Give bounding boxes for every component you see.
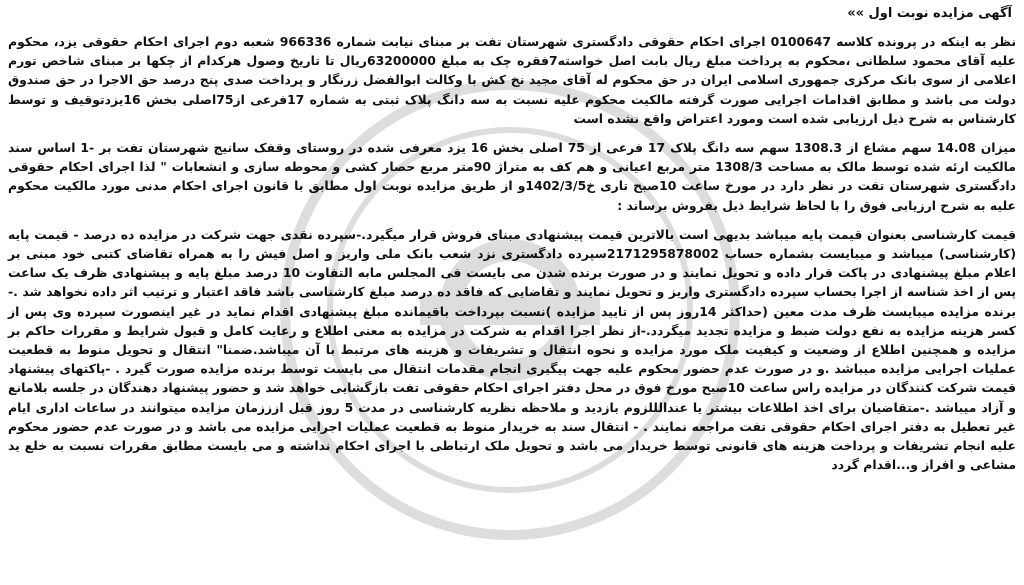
notice-paragraph-property: میزان 14.08 سهم مشاع از 1308.3 سهم سه دانگ پلاک 17 فرعی از 75 اصلی بخش 16 یزد معرفی شده در روستای وقفک سانیج شهرستان تفت بر -1 اساس سند مالکیت ارئه شده توسط مالک به مساحت 1308/3 متر مربع اعیانی و هم کف به متراژ 90متر مربع حصار کشی و محوطه سازی و انشعابات " لذا اجرای احکام حقوقی دادگستری شهرستان تفت در نظر دارد در مورخ ساعت 10صبح تاری خ1402/3/5و از طریق مزایده نوبت اول مطابق با قانون اجرای احکام مدنی مورد مالکیت محکوم علیه به شرح ارزیابی فوق را با لحاظ شرایط ذیل بفروش برساند :	[8, 140, 1016, 213]
auction-notice	[8, 4, 1016, 581]
notice-paragraph-case: نظر به اینکه در پرونده کلاسه 0100647 اجرای احکام حقوقی دادگستری شهرستان تفت بر مبنای نیابت شماره 966336 شعبه دوم اجرای احکام حقوقی یزد، محکوم علیه آقای محمود سلطانی ،محکوم به پرداخت مبلغ ریال بابت اصل خواسته7فقره چک به مبلغ 63200000ریال تا تاریخ وصول هرکدام از چکها بر مبنای شاخص تورم اعلامی از سوی بانک مرکزی جمهوری اسلامی ایران در حق محکوم له آقای مجید نخ کش با وکالت ابوالفضل زرنگار و پرداخت صدی پنج درصد حق الاجرا در حق صندوق دولت می باشد و مطابق اقدامات اجرایی صورت گرفته مالکیت محکوم علیه نسبت به سه دانگ پلاک ثبتی به شماره 17فرعی از75اصلی بخش 16یزدتوقیف و توسط کارشناس به شرح ذیل ارزیابی شده است ومورد اعتراض واقع نشده است	[8, 34, 1017, 126]
notice-paragraph-conditions: قیمت کارشناسی بعنوان قیمت پایه میباشد بدیهی است بالاترین قیمت پیشنهادی مبنای فروش قرار میگیرد.-سپرده نقدی جهت شرکت در مزایده ده درصد - قیمت پایه (کارشناسی) میباشد و میبایست بشماره حساب 2171295878002سپرده دادگستری نزد شعب بانک ملی واریز و اصل فیش را به همراه تقاضای کتبی خود مبنی بر اعلام مبلغ پیشنهادی در پاکت قرار داده و تحویل نمایند و در صورت برنده شدن می بایست فی المجلس مابه التفاوت 10 درصد مبلغ پایه و پیشنهادی ظرف یک ساعت پس از اخذ شناسه از اجرا بحساب سپرده دادگستری واریز و تحویل نمایند و تقاضایی که فاقد ده درصد مبلغ کارشناسی باشد فاقد اعتبار و ترتیب اثر داده نخواهد شد .-برنده مزایده میبایست ظرف مدت معین (حداکثر 14روز پس از تایید مزایده )نسبت بپرداخت باقیمانده مبلغ پیشنهادی اقدام نماید در غیر اینصورت سپرده وی پس از کسر هزینه مزایده به نفع دولت ضبط و مزایده تجدید میگردد.-از نظر اجرا اقدام به شرکت در مزایده به معنی اطلاع و رعایت کامل و قبول شرایط و مقررات حاکم بر مزایده و همچنین اطلاع از وضعیت و کیفیت ملک مورد مزایده و نحوه انتقال و تشریفات و هزینه های مرتبط با آن میباشد.ضمنا" انتقال و تحویل منوط به قطعیت عملیات اجرایی مزایده میباشد .و در صورت عدم حضور محکوم علیه جهت پیگیری انجام مقدمات انتقال می بایست توسط برنده مزایده صورت گیرد . -پاکتهای پیشنهاد قیمت شرکت کنندگان در مزایده راس ساعت 10صبح مورخ فوق در محل دفتر اجرای احکام حقوقی تفت بازگشایی خواهد شد و حضور پیشنهاد دهندگان در جلسه بلامانع و آزاد میباشد .-متقاضیان برای اخذ اطلاعات بیشتر یا عندالللزوم بازدید و ملاحظه نظریه کارشناسی در مدت 5 روز قبل ازززمان مزایده میتوانند در ساعات اداری ایام غیر تعطیل به دفتر اجرای احکام حقوقی تفت مراجعه نمایند . - انتقال سند به خریدار منوط به قطعیت عملیات اجرایی مزایده می باشد و در صورت عدم حضور محکوم علیه انجام تشریفات و پرداخت هزینه های قانونی توسط خریدار می باشد و تحویل ملک ارتباطی با اجرای احکام نداشته و می بایست مطابق مقررات نسبت به خلع ید مشاعی و افراز و...اقدام گردد	[8, 226, 1017, 473]
notice-title: آگهی مزایده نوبت اول »»	[847, 6, 1012, 21]
